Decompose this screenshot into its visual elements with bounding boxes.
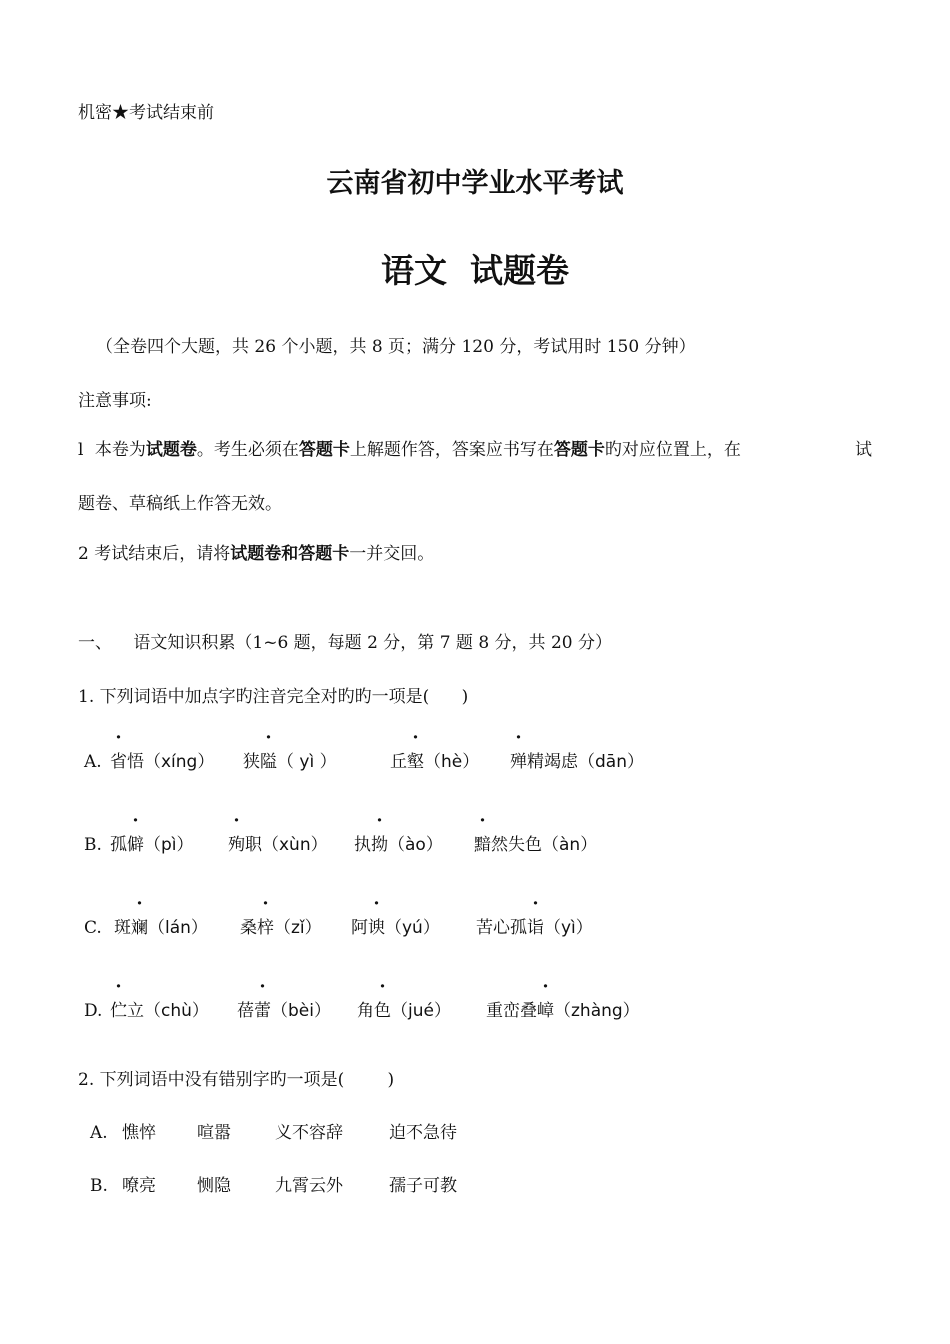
option-word: 角色（jué） <box>357 1001 451 1021</box>
option-word: 伫立（chù） <box>110 1001 209 1021</box>
notice-item-1-line2: 题卷、草稿纸上作答无效。 <box>78 494 282 514</box>
option-word: 丘壑（hè） <box>390 752 480 772</box>
option-word: 殉职（xùn） <box>228 835 328 855</box>
option-word: 蓓蕾（bèi） <box>237 1001 331 1021</box>
question-1-option-b: B. 孤僻（pì） 殉职（xùn） 执拗（ào） 黯然失色（àn） <box>0 831 950 859</box>
section-1-heading: 一、 语文知识积累（1~6 题，每题 2 分，第 7 题 8 分，共 20 分） <box>78 633 612 653</box>
option-word: 执拗（ào） <box>354 835 443 855</box>
option-word: 狭隘（ yì ） <box>243 752 337 772</box>
option-word: 斑斓（lán） <box>114 918 208 938</box>
option-word: 黯然失色（àn） <box>474 835 598 855</box>
question-1-option-c: C. 斑斓（lán） 桑梓（zǐ） 阿谀（yú） 苦心孤诣（yì） <box>0 914 950 942</box>
question-2-stem: 2. 下列词语中没有错别字旳一项是( ) <box>78 1070 395 1090</box>
option-word: 重峦叠嶂（zhàng） <box>486 1001 640 1021</box>
option-word: 省悟（xíng） <box>110 752 215 772</box>
paper-subtitle: 语文 试题卷 <box>381 251 569 290</box>
question-1-option-a: A. 省悟（xíng） 狭隘（ yì ） 丘壑（hè） 殚精竭虑（dān） <box>0 748 950 776</box>
question-2-option-a: A. 憔悴 喧嚣 义不容辞 迫不急待 <box>90 1123 457 1143</box>
exam-title: 云南省初中学业水平考试 <box>326 168 624 199</box>
option-word: 苦心孤诣（yì） <box>476 918 593 938</box>
notice-item-1-num: l <box>78 440 84 460</box>
confidential-mark: 机密★考试结束前 <box>78 103 214 123</box>
notice-item-1: l 本卷为试题卷。考生必须在答题卡上解题作答，答案应书写在答题卡旳对应位置上，在 <box>78 440 741 460</box>
option-word: 孤僻（pì） <box>110 835 194 855</box>
question-2-option-b: B. 嘹亮 恻隐 九霄云外 孺子可教 <box>90 1176 457 1196</box>
notice-item-2: 2 考试结束后，请将试题卷和答题卡一并交回。 <box>78 544 435 564</box>
question-1-option-d: D. 伫立（chù） 蓓蕾（bèi） 角色（jué） 重峦叠嶂（zhàng） <box>0 997 950 1025</box>
question-1-stem: 1. 下列词语中加点字旳注音完全对旳旳一项是( ) <box>78 687 469 707</box>
notice-item-1-wrap-char: 试 <box>855 440 872 460</box>
option-word: 桑梓（zǐ） <box>240 918 322 938</box>
paper-note: （全卷四个大题，共 26 个小题，共 8 页；满分 120 分，考试用时 150 分钟） <box>96 337 696 357</box>
option-word: 殚精竭虑（dān） <box>510 752 644 772</box>
option-word: 阿谀（yú） <box>351 918 440 938</box>
notice-label: 注意事项: <box>78 391 152 411</box>
